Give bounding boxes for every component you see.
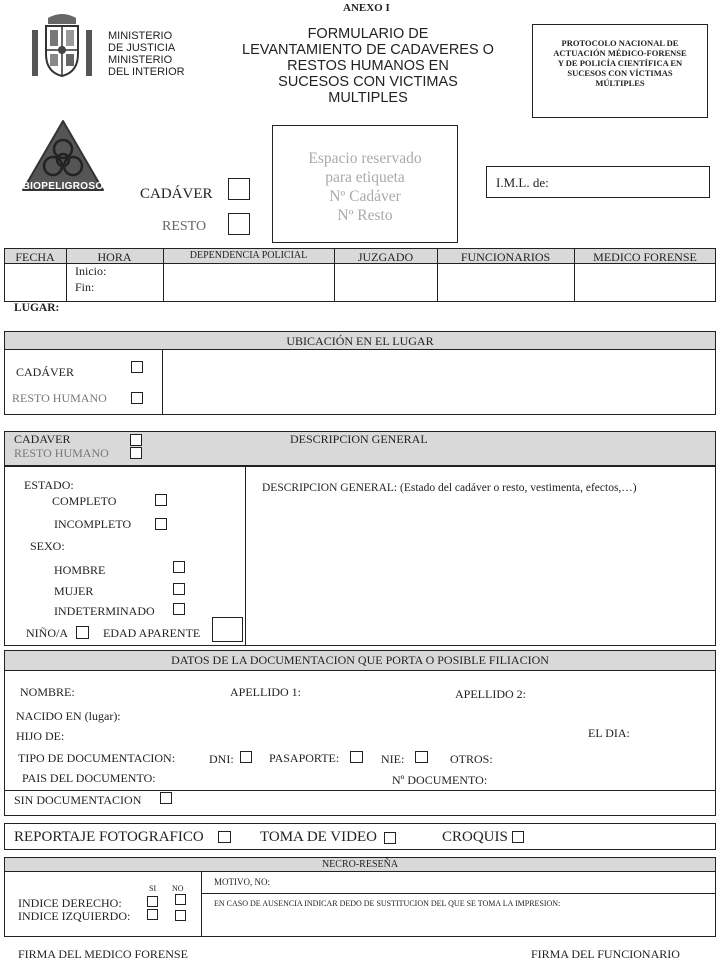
sexo-label: SEXO: bbox=[30, 539, 65, 553]
video-checkbox[interactable] bbox=[384, 832, 396, 844]
sindoc-label: SIN DOCUMENTACION bbox=[14, 793, 142, 807]
completo-label: COMPLETO bbox=[52, 494, 117, 508]
apellido2-label: APELLIDO 2: bbox=[455, 687, 526, 701]
resto-label: RESTO bbox=[162, 219, 207, 234]
croquis-checkbox[interactable] bbox=[512, 831, 524, 843]
lugar-label: LUGAR: bbox=[14, 302, 60, 314]
title-line: MULTIPLES bbox=[328, 90, 408, 106]
ubicacion-resto-checkbox[interactable] bbox=[131, 392, 143, 404]
documentacion-title: DATOS DE LA DOCUMENTACION QUE PORTA O POSIBLE FILIACION bbox=[171, 653, 549, 667]
cadaver-label: CADÁVER bbox=[140, 186, 213, 202]
title-line: FORMULARIO DE bbox=[307, 26, 429, 42]
reportaje-checkbox[interactable] bbox=[218, 831, 231, 843]
ministry-line: MINISTERIO bbox=[108, 54, 173, 66]
dni-label: DNI: bbox=[209, 752, 234, 766]
protocol-line: PROTOCOLO NACIONAL DE bbox=[561, 38, 679, 48]
divider bbox=[162, 349, 163, 415]
ministry-line: DE JUSTICIA bbox=[108, 42, 176, 54]
mujer-label: MUJER bbox=[54, 584, 94, 598]
label-line: Espacio reservado bbox=[308, 150, 422, 167]
divider bbox=[201, 893, 716, 894]
label-line: para etiqueta bbox=[325, 169, 405, 186]
col-fecha: FECHA bbox=[15, 250, 55, 264]
col-medico: MEDICO FORENSE bbox=[593, 250, 697, 264]
indice-izquierdo-label: INDICE IZQUIERDO: bbox=[18, 909, 131, 923]
motivo-label: MOTIVO, NO: bbox=[214, 877, 270, 887]
nino-label: NIÑO/A bbox=[26, 626, 68, 640]
edad-label: EDAD APARENTE bbox=[103, 626, 201, 640]
hijo-label: HIJO DE: bbox=[16, 729, 65, 743]
mujer-checkbox[interactable] bbox=[173, 583, 185, 595]
hora-inicio: Inicio: bbox=[75, 264, 107, 278]
protocol-line: SUCESOS CON VÍCTIMAS bbox=[567, 68, 673, 78]
iml-label: I.M.L. de: bbox=[496, 175, 549, 190]
label-line: Nº Resto bbox=[337, 207, 393, 224]
protocol-text bbox=[534, 38, 706, 88]
si-label: SI bbox=[149, 884, 157, 893]
ministry-line: DEL INTERIOR bbox=[108, 66, 185, 78]
divider bbox=[201, 871, 202, 937]
pasaporte-checkbox[interactable] bbox=[350, 751, 363, 763]
apellido1-label: APELLIDO 1: bbox=[230, 685, 301, 699]
label-line: Nº Cadáver bbox=[329, 188, 401, 205]
ubicacion-cadaver-checkbox[interactable] bbox=[131, 361, 143, 373]
ubicacion-title: UBICACIÓN EN EL LUGAR bbox=[286, 334, 434, 348]
title-line: RESTOS HUMANOS EN bbox=[287, 58, 449, 74]
indice-derecho-label: INDICE DERECHO: bbox=[18, 896, 122, 910]
nombre-label: NOMBRE: bbox=[20, 685, 75, 699]
protocol-line: Y DE POLICÍA CIENTÍFICA EN bbox=[557, 58, 683, 68]
desc-resto-label: RESTO HUMANO bbox=[14, 446, 109, 460]
desc-resto-checkbox[interactable] bbox=[130, 447, 142, 459]
eldia-label: EL DIA: bbox=[588, 726, 630, 740]
derecho-si-checkbox[interactable] bbox=[147, 896, 158, 907]
coat-of-arms-icon bbox=[26, 10, 98, 82]
incompleto-label: INCOMPLETO bbox=[54, 517, 132, 531]
nacido-label: NACIDO EN (lugar): bbox=[16, 709, 121, 723]
indeterminado-checkbox[interactable] bbox=[173, 603, 185, 615]
col-juzgado: JUZGADO bbox=[357, 250, 414, 264]
protocol-line: MÚLTIPLES bbox=[595, 78, 645, 88]
edad-input[interactable] bbox=[212, 617, 243, 642]
label-reserved-text bbox=[272, 149, 458, 225]
nie-label: NIE: bbox=[381, 752, 405, 766]
ubicacion-cadaver-label: CADÁVER bbox=[16, 365, 75, 379]
pasaporte-label: PASAPORTE: bbox=[269, 751, 340, 765]
hombre-label: HOMBRE bbox=[54, 563, 106, 577]
dni-checkbox[interactable] bbox=[240, 751, 252, 763]
pais-label: PAIS DEL DOCUMENTO: bbox=[22, 771, 156, 785]
cadaver-checkbox[interactable] bbox=[228, 178, 250, 200]
reportaje-label: REPORTAJE FOTOGRAFICO bbox=[14, 829, 204, 845]
croquis-label: CROQUIS bbox=[442, 829, 508, 845]
col-dependencia: DEPENDENCIA POLICIAL bbox=[189, 250, 308, 261]
divider bbox=[4, 790, 716, 791]
video-label: TOMA DE VIDEO bbox=[260, 829, 377, 845]
izquierdo-si-checkbox[interactable] bbox=[147, 909, 158, 920]
hora-fin: Fin: bbox=[75, 280, 95, 294]
form-title bbox=[228, 26, 508, 106]
estado-label: ESTADO: bbox=[24, 478, 74, 492]
nino-checkbox[interactable] bbox=[76, 626, 89, 639]
derecho-no-checkbox[interactable] bbox=[175, 894, 186, 905]
descripcion-title: DESCRIPCION GENERAL bbox=[290, 432, 428, 446]
desc-cadaver-checkbox[interactable] bbox=[130, 434, 142, 446]
nie-checkbox[interactable] bbox=[415, 751, 428, 763]
numdoc-label: Nº DOCUMENTO: bbox=[392, 773, 488, 787]
annex-label: ANEXO I bbox=[343, 2, 390, 14]
firma-medico: FIRMA DEL MEDICO FORENSE bbox=[18, 947, 188, 961]
col-funcionarios: FUNCIONARIOS bbox=[460, 250, 551, 264]
izquierdo-no-checkbox[interactable] bbox=[175, 910, 186, 921]
title-line: LEVANTAMIENTO DE CADAVERES O bbox=[242, 42, 494, 58]
completo-checkbox[interactable] bbox=[155, 494, 167, 506]
necro-title: NECRO-RESEÑA bbox=[321, 859, 399, 870]
no-label: NO bbox=[172, 884, 184, 893]
col-hora: HORA bbox=[97, 250, 132, 264]
indeterminado-label: INDETERMINADO bbox=[54, 604, 155, 618]
biohazard-label: BIOPELIGROSO bbox=[22, 181, 104, 192]
ministry-line: MINISTERIO bbox=[108, 30, 173, 42]
title-line: SUCESOS CON VICTIMAS bbox=[278, 74, 458, 90]
sindoc-checkbox[interactable] bbox=[160, 792, 172, 804]
firma-funcionario: FIRMA DEL FUNCIONARIO bbox=[531, 947, 680, 961]
ausencia-label: EN CASO DE AUSENCIA INDICAR DEDO DE SUSTITUCION DEL QUE SE TOMA LA IMPRESION: bbox=[214, 899, 561, 908]
ministry-text bbox=[108, 30, 185, 78]
divider bbox=[245, 466, 246, 646]
resto-checkbox[interactable] bbox=[228, 213, 250, 235]
desc-cadaver-label: CADAVER bbox=[14, 432, 71, 446]
otros-label: OTROS: bbox=[450, 752, 493, 766]
ubicacion-body bbox=[4, 349, 716, 415]
desc-general-text: DESCRIPCION GENERAL: (Estado del cadáver o resto, vestimenta, efectos,…) bbox=[262, 482, 637, 494]
hombre-checkbox[interactable] bbox=[173, 561, 185, 573]
tipo-label: TIPO DE DOCUMENTACION: bbox=[18, 751, 176, 765]
incompleto-checkbox[interactable] bbox=[155, 518, 167, 530]
protocol-line: ACTUACIÓN MÉDICO-FORENSE bbox=[553, 48, 687, 58]
ubicacion-resto-label: RESTO HUMANO bbox=[12, 391, 107, 405]
